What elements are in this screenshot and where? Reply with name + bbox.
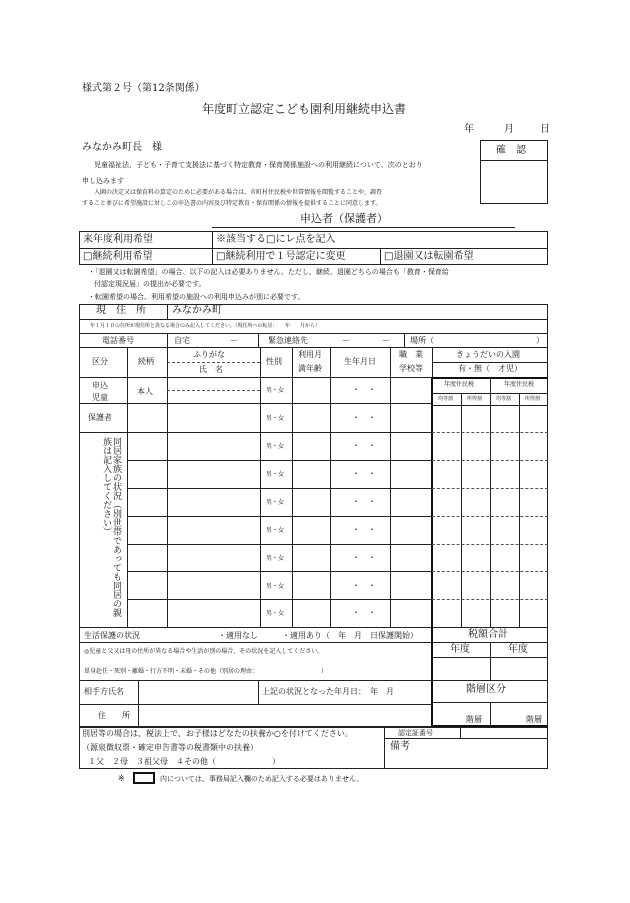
tax-income-1: 所得割 [467, 396, 483, 402]
tax-dash-1 [432, 432, 548, 433]
col-furigana: ふりがな [193, 350, 225, 359]
row-line-8 [127, 599, 432, 600]
dependent-options[interactable]: １父 ２母 ３祖父母 ４その他（ ） [88, 757, 280, 766]
sex-r2[interactable]: 男・女 [266, 415, 285, 422]
welfare-label: 生活保護の状況 [84, 631, 140, 640]
wish-vline-2 [380, 248, 381, 265]
sex-r7[interactable]: 男・女 [266, 555, 285, 562]
parent-note: ◎児童と父又は母の住所が異なる場合や生活が別の場合、その状況を記入してください。 [84, 648, 324, 655]
address-row-bottom [79, 319, 548, 320]
date-year-label: 年 [464, 124, 474, 135]
row-household-vertical: 同居家族の状況（別世帯であっても同居の親族は記入してください） [101, 437, 121, 617]
sibling-divider [432, 362, 548, 363]
row-line-5 [127, 516, 432, 517]
wish-vline-1 [212, 231, 213, 265]
birth-r3[interactable]: ・ ・ [352, 441, 376, 450]
birth-r2[interactable]: ・ ・ [352, 413, 376, 422]
row-line-4 [127, 488, 432, 489]
address-value[interactable]: みなかみ町 [172, 305, 222, 316]
office-panel-left [431, 377, 433, 727]
tax-vline-mid [490, 377, 491, 627]
vline-birth [390, 347, 391, 627]
tax-vline-a [461, 393, 462, 627]
cert-vline [460, 727, 461, 738]
birth-r1[interactable]: ・ ・ [352, 385, 376, 394]
tax-income-2: 所得割 [525, 396, 541, 402]
col-relation: 続柄 [138, 357, 154, 366]
addressee: みなかみ町長 様 [82, 142, 162, 153]
tax-equal-1: 均等割 [438, 396, 454, 402]
remarks-label: 備考 [390, 741, 410, 752]
tax-dash-5 [432, 544, 548, 545]
checkbox-withdraw[interactable]: □退園又は転園希望 [384, 251, 474, 262]
welfare-bottom [79, 642, 548, 643]
row-line-7 [127, 571, 432, 572]
wish-year-label: 来年度利用希望 [83, 234, 153, 245]
furigana-dash [167, 362, 260, 363]
vline-category [127, 347, 128, 627]
vline-relation [167, 347, 168, 627]
wish-divider [79, 248, 548, 249]
date-month-label: 月 [504, 124, 514, 135]
contact-vline-1 [167, 333, 168, 347]
cert-divider [384, 738, 548, 739]
sex-r4[interactable]: 男・女 [266, 471, 285, 478]
address-vline [167, 304, 168, 319]
row-principal: 本人 [137, 387, 153, 396]
footer-mark: ※ [118, 774, 125, 783]
row-guardian: 保護者 [88, 413, 112, 422]
col-age: 満年齢 [298, 364, 322, 373]
situation-date: 上記の状況となった年月日： 年 月 [262, 687, 394, 696]
col-name: 氏 名 [199, 365, 223, 374]
tier-label: 階層区分 [466, 684, 506, 695]
row-line-1 [79, 403, 432, 404]
vline-age [330, 347, 331, 627]
tax-vline-b [519, 393, 520, 627]
col-sibling: きょうだいの入園 [456, 350, 520, 359]
footer-note: 内については、事務局記入欄のため記入する必要はありません。 [160, 775, 364, 783]
col-school: 学校等 [399, 364, 423, 373]
consent-line-1: 入園の決定又は保育料の算定のために必要がある場合は、市町村住民税や世帯情報を閲覧することや、調査 [94, 189, 382, 196]
col-category: 区分 [92, 357, 108, 366]
sex-r3[interactable]: 男・女 [266, 443, 285, 450]
birth-r4[interactable]: ・ ・ [352, 469, 376, 478]
furigana-dash-r1 [167, 390, 260, 391]
note-withdraw-2: 付認定現況届」の提出が必要です。 [94, 280, 206, 288]
applicant-underline [212, 227, 515, 228]
contact-vline-2 [258, 333, 259, 347]
tier-vline [490, 702, 491, 727]
row-line-2 [79, 432, 432, 433]
home-label: 自宅 [174, 336, 190, 345]
applicant-label: 申込者（保護者） [300, 212, 388, 225]
birth-r9[interactable]: ・ ・ [352, 608, 376, 617]
contact-row-bottom [79, 347, 548, 348]
dependent-line-1: 別居等の場合は、税法上で、お子様はどなたの扶養か○を付けてください。 [82, 729, 353, 738]
col-job: 職 業 [399, 350, 423, 359]
row-line-3 [127, 460, 432, 461]
tax-sub-divider [431, 393, 548, 394]
dependent-vline [384, 727, 385, 769]
situation-bottom [79, 680, 548, 681]
col-month: 利用月 [298, 350, 322, 359]
place-close: ） [536, 336, 544, 345]
tax-dash-7 [432, 599, 548, 600]
emergency-dash-2: － [382, 336, 390, 345]
address-label: 現 住 所 [96, 305, 146, 316]
sex-r9[interactable]: 男・女 [266, 610, 285, 617]
place-label: 場所（ [410, 336, 434, 345]
checkbox-continue[interactable]: □継続利用希望 [83, 251, 153, 262]
partner-address-label: 住 所 [98, 711, 130, 720]
vline-job-head [432, 347, 433, 377]
emergency-dash-1: － [342, 336, 350, 345]
wish-note: ※該当する□にレ点を記入 [216, 234, 336, 245]
consent-line-2: すること並びに希望施設に対しこの申込書の内容及び特定教育・保育関係の情報を提供することに同意します。 [82, 200, 382, 207]
birth-r5[interactable]: ・ ・ [352, 497, 376, 506]
col-birth: 生年月日 [344, 357, 376, 366]
sex-r8[interactable]: 男・女 [266, 583, 285, 590]
tax-total-vline [490, 642, 491, 680]
note-withdraw-1: ・「退園又は転園希望」の場合、以下の記入は必要ありません。ただし、継続、退園どちらの場合も「教育・保育給 [88, 268, 449, 276]
row-line-6 [127, 544, 432, 545]
sex-r1[interactable]: 男・女 [266, 387, 285, 394]
intro-line-1: 児童福祉法、子ども・子育て支援法に基づく特定教育・保育関係施設への利用継続について、次のとおり [94, 161, 423, 169]
row-applicant-1: 申込 [92, 381, 108, 390]
tax-dash-6 [432, 571, 548, 572]
tax-head-bottom [431, 405, 548, 406]
tax-year-1: 年度住民税 [444, 381, 475, 388]
row-applicant-2: 児童 [92, 393, 108, 402]
partner-bottom [79, 704, 432, 705]
footer-box-icon [133, 772, 155, 784]
tier-1: 階層 [466, 715, 482, 724]
checkbox-change-type1[interactable]: □継続利用で１号認定に変更 [216, 251, 346, 262]
birth-r6[interactable]: ・ ・ [352, 525, 376, 534]
situation-options[interactable]: 単身赴任・死別・離婚・行方不明・未婚・その他（別居の理由： ） [84, 668, 328, 675]
date-day-label: 日 [540, 124, 550, 135]
jan1-note: 年１月１日の住所が現住所と異なる場合のみ記入してください。（現住所への転居： 年 月から） [90, 323, 321, 329]
sex-r6[interactable]: 男・女 [266, 527, 285, 534]
col-sibling-age: 有・無（ 才児） [458, 364, 522, 373]
vline-name [260, 347, 261, 627]
vline-sex [292, 347, 293, 627]
home-dash: － [230, 336, 238, 345]
confirm-box-divider [480, 160, 548, 161]
situation-date-vline [258, 680, 259, 704]
jan1-row-bottom [79, 333, 548, 334]
tax-equal-2: 均等割 [496, 396, 512, 402]
emergency-label: 緊急連絡先 [268, 336, 308, 345]
sex-r5[interactable]: 男・女 [266, 499, 285, 506]
cert-number-label: 認定証番号 [398, 729, 433, 737]
form-title: 年度町立認定こども園利用継続申込書 [202, 102, 407, 116]
tax-total-year-2: 年度 [508, 644, 528, 655]
partner-label: 相手方氏名 [84, 687, 124, 696]
dependent-line-2: （源泉徴収票・確定申告書等の税書類中の扶養） [82, 743, 258, 752]
form-number: 様式第２号（第12条関係） [82, 83, 205, 94]
tax-total-label: 税額合計 [468, 629, 508, 640]
contact-vline-3 [404, 333, 405, 347]
row-line-9 [79, 627, 548, 628]
welfare-yes[interactable]: ・適用あり（ 年 月 日保護開始） [282, 631, 418, 640]
tax-dash-2 [432, 460, 548, 461]
birth-r8[interactable]: ・ ・ [352, 581, 376, 590]
welfare-none[interactable]: ・適用なし [218, 631, 258, 640]
tax-dash-4 [432, 516, 548, 517]
tax-year-2: 年度住民税 [504, 381, 535, 388]
tax-total-year-1: 年度 [450, 644, 470, 655]
intro-line-2: 申し込みます [82, 177, 124, 185]
phone-label: 電話番号 [102, 336, 134, 345]
note-transfer: ・転園希望の場合、利用希望の施設への利用申込みが別に必要です。 [88, 293, 305, 301]
tier-2: 階層 [526, 715, 542, 724]
col-sex: 性別 [266, 357, 282, 366]
birth-r7[interactable]: ・ ・ [352, 553, 376, 562]
tax-dash-3 [432, 488, 548, 489]
confirm-label: 確 認 [496, 145, 526, 156]
